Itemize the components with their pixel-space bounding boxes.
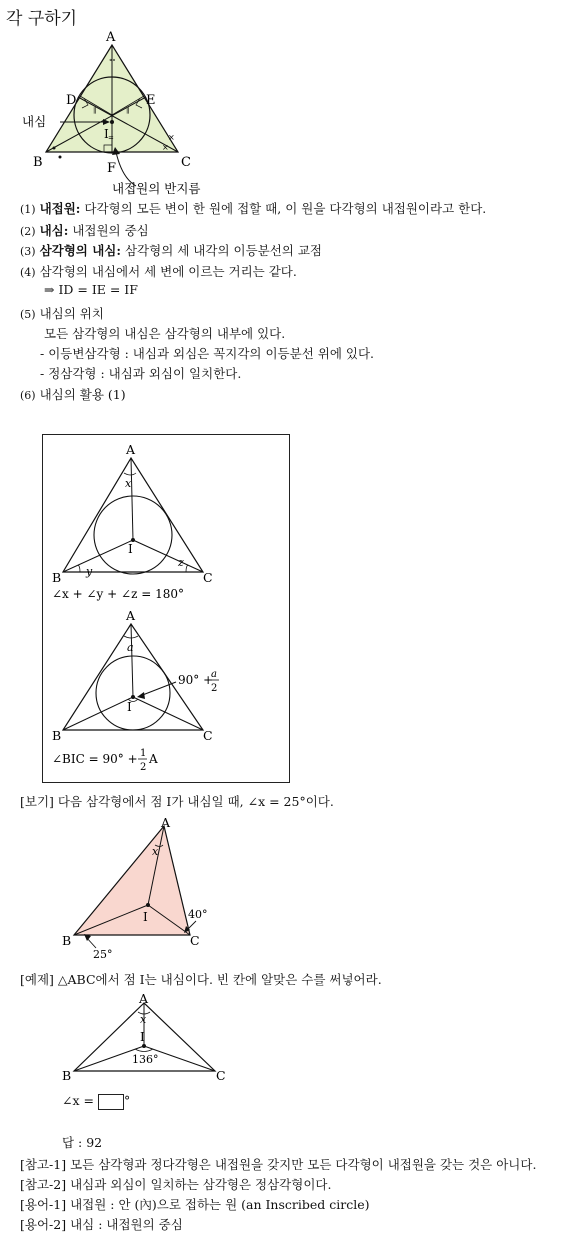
note-3: [용어-1] 내접원 : 안 (內)으로 접하는 원 (an Inscribed circle) — [20, 1197, 370, 1212]
answer-input-box[interactable] — [98, 1094, 124, 1110]
note-2: [참고-2] 내심과 외심이 일치하는 삼각형은 정삼각형이다. — [20, 1177, 332, 1192]
svg-text:25°: 25° — [93, 948, 113, 961]
item-4: (4) 삼각형의 내심에서 세 변에 이르는 거리는 같다. — [20, 264, 297, 279]
svg-text:A: A — [126, 442, 136, 457]
item-2: (2) 내심: 내접원의 중심 — [20, 223, 149, 238]
label-D: D — [66, 93, 77, 108]
bogi-line: [보기] 다음 삼각형에서 점 I가 내심일 때, ∠x = 25°이다. — [20, 794, 334, 809]
answer-text: 답 : 92 — [62, 1135, 103, 1150]
radius-caption: 내접원의 반지름 — [112, 181, 201, 196]
svg-text:a: a — [211, 669, 217, 680]
formula-bic: ∠BIC = 90° + — [52, 752, 138, 766]
incenter-caption: 내심 — [22, 114, 47, 129]
item-3: (3) 삼각형의 내심: 삼각형의 세 내각의 이등분선의 교점 — [20, 243, 323, 258]
svg-text:I: I — [143, 910, 148, 924]
svg-text:B: B — [52, 570, 62, 585]
svg-text:A: A — [126, 608, 136, 623]
item-5-line-3: - 정삼각형 : 내심과 외심이 일치한다. — [40, 366, 242, 381]
svg-text:∘∘: ∘∘ — [109, 56, 116, 64]
svg-text:a: a — [127, 641, 134, 654]
svg-text:∥: ∥ — [126, 107, 130, 115]
formula-sum: ∠x + ∠y + ∠z = 180° — [52, 587, 184, 601]
svg-text:y: y — [86, 565, 93, 578]
svg-text:x: x — [140, 1013, 147, 1026]
svg-text:2: 2 — [211, 683, 218, 694]
svg-text:C: C — [203, 728, 213, 743]
svg-text:C: C — [216, 1068, 226, 1083]
svg-text:B: B — [62, 1068, 72, 1083]
label-B: B — [33, 155, 43, 170]
svg-text:A: A — [139, 991, 149, 1006]
svg-text:×: × — [162, 143, 169, 152]
svg-text:×: × — [168, 133, 175, 142]
svg-text:1: 1 — [140, 748, 147, 759]
svg-text:A: A — [161, 815, 171, 830]
label-E: E — [146, 93, 156, 108]
svg-text:x: x — [152, 845, 159, 858]
svg-text:=: = — [108, 134, 114, 142]
page-title: 각 구하기 — [6, 9, 78, 29]
note-1: [참고-1] 모든 삼각형과 정다각형은 내접원을 갖지만 모든 다각형이 내접원을 갖는 것은 아니다. — [20, 1157, 537, 1172]
label-I: I — [104, 127, 109, 141]
label-A: A — [106, 30, 116, 45]
svg-text:I: I — [127, 700, 132, 714]
svg-text:90° +: 90° + — [178, 673, 214, 687]
svg-text:136°: 136° — [132, 1053, 159, 1066]
label-C: C — [181, 155, 191, 170]
item-5-line-1: 모든 삼각형의 내심은 삼각형의 내부에 있다. — [44, 326, 286, 341]
yeje-blank: ∠x = ° — [62, 1093, 131, 1108]
yeje-line: [예제] △ABC에서 점 I는 내심이다. 빈 칸에 알맞은 수를 써넣어라. — [20, 972, 382, 987]
svg-text:C: C — [203, 570, 213, 585]
item-1: (1) 내접원: 다각형의 모든 변이 한 원에 접할 때, 이 원을 다각형의 내접원이라고 한다. — [20, 201, 487, 216]
item-6: (6) 내심의 활용 (1) — [20, 387, 126, 402]
item-5-line-2: - 이등변삼각형 : 내심과 외심은 꼭지각의 이등분선 위에 있다. — [40, 346, 374, 361]
svg-text:z: z — [178, 556, 184, 569]
svg-text:B: B — [52, 728, 62, 743]
svg-text:A: A — [149, 752, 158, 766]
svg-text:∥: ∥ — [93, 107, 97, 115]
svg-text:B: B — [62, 933, 72, 948]
svg-text:x: x — [125, 477, 132, 490]
svg-text:C: C — [190, 933, 200, 948]
svg-text:2: 2 — [140, 762, 147, 773]
label-F: F — [107, 161, 117, 176]
item-5: (5) 내심의 위치 — [20, 306, 104, 321]
svg-text:I: I — [140, 1030, 145, 1044]
svg-text:I: I — [128, 542, 133, 556]
item-4-sub: ⇒ ID = IE = IF — [44, 282, 138, 297]
note-4: [용어-2] 내심 : 내접원의 중심 — [20, 1217, 183, 1232]
svg-text:40°: 40° — [188, 908, 208, 921]
